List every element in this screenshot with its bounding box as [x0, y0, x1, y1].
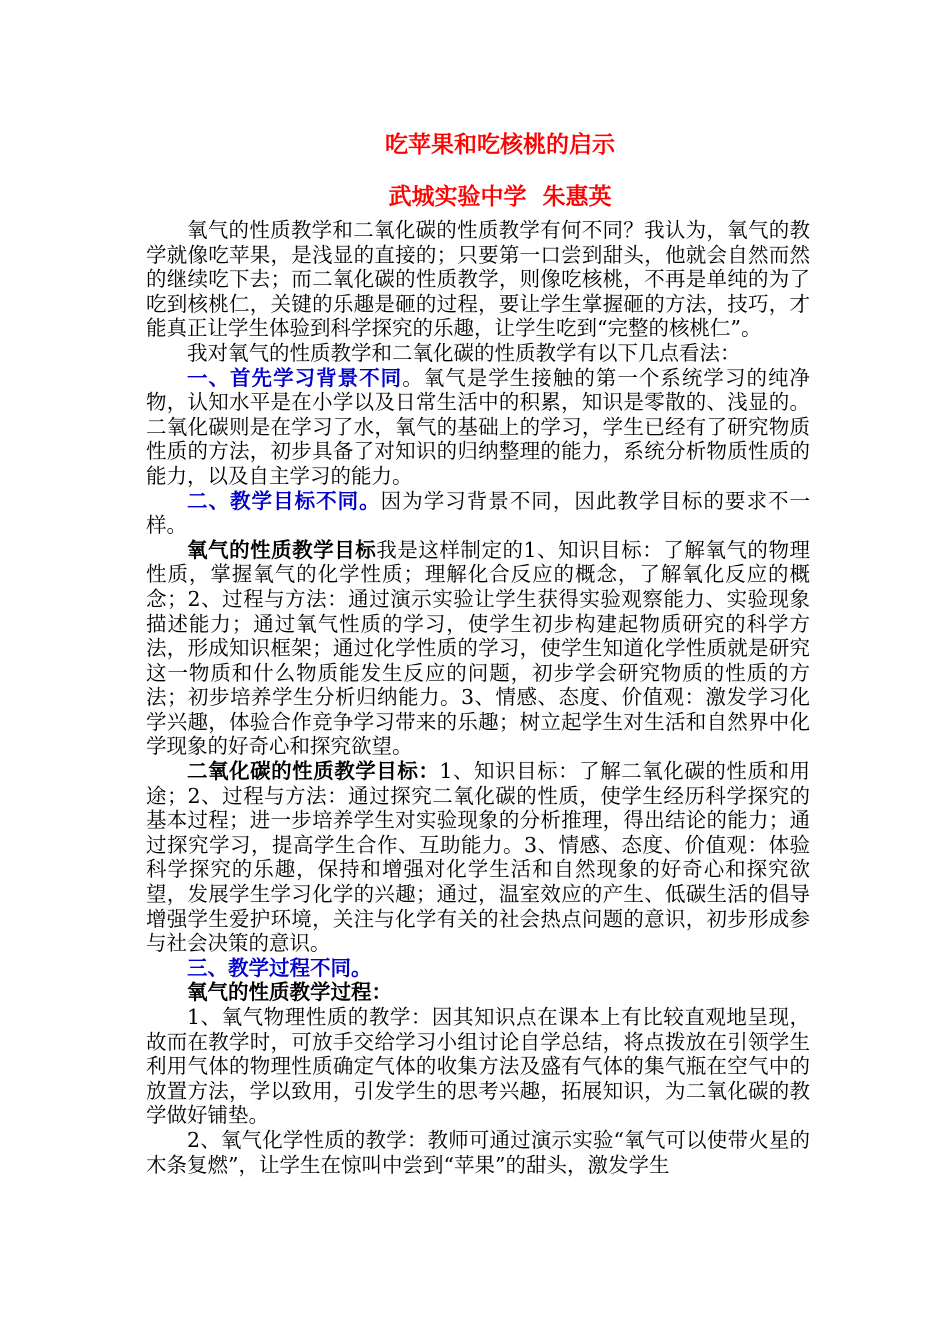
co2-objectives	[146, 759, 810, 956]
document-title: 吃苹果和吃核桃的启示	[385, 131, 615, 158]
section-heading-objectives: 二、教学目标不同。	[187, 488, 381, 513]
intro-paragraph: 氧气的性质教学和二氧化碳的性质教学有何不同？我认为，氧气的教学就像吃苹果，是浅显的直接的；只要第一口尝到甜头，他就会自然而然的继续吃下去；而二氧化碳的性质教学，则像吃核桃，不再是单纯的为了吃到核桃仁，关键的乐趣是砸的过程，要让学生掌握砸的方法，技巧，才能真正让学生体验到科学探究的乐趣，让学生吃到“完整的核桃仁”。	[146, 218, 810, 341]
section-text-background: 。氧气是学生接触的第一个系统学习的纯净物，认知水平是在小学以及日常生活中的积累，知识是零散的、浅显的。二氧化碳则是在学习了水，氧气的基础上的学习，学生已经有了研究物质性质的方法，初步具备了对知识的归纳整理的能力，系统分析物质性质的能力，以及自主学习的能力。	[146, 365, 811, 488]
oxygen-objectives-label: 氧气的性质教学目标	[187, 537, 377, 562]
co2-objectives-text: 1、知识目标：了解二氧化碳的性质和用途；2、过程与方法：通过探究二氧化碳的性质，使学生经历科学探究的基本过程；进一步培养学生对实验现象的分析推理，得出结论的能力；通过探究学习，提高学生合作、互助能力。3、情感、态度、价值观：体验科学探究的乐趣，保持和增强对化学生活和自然现象的好奇心和探究欲望，发展学生学习化学的兴趣；通过，温室效应的产生、低碳生活的倡导增强学生爱护环境，关注与化学有关的社会热点问题的意识，初步形成参与社会决策的意识。	[146, 759, 811, 956]
author-line: 武城实验中学 朱惠英	[388, 183, 612, 210]
co2-objectives-label: 二氧化碳的性质教学目标：	[187, 759, 440, 784]
section-heading-background: 一、首先学习背景不同	[187, 365, 403, 390]
section-objectives	[146, 489, 810, 538]
chemical-properties-paragraph: 2、氧气化学性质的教学：教师可通过演示实验“氧气可以使带火星的木条复燃”，让学生在惊叫中尝到“苹果”的甜头，激发学生	[146, 1127, 810, 1177]
oxygen-objectives	[146, 538, 810, 759]
document-page	[146, 130, 810, 1177]
section-text-objectives: 因为学习背景不同，因此教学目标的要求不一样。	[146, 488, 811, 538]
oxygen-objectives-text: 我是这样制定的1、知识目标：了解氧气的物理性质，掌握氧气的化学性质；理解化合反应的概念，了解氧化反应的概念；2、过程与方法：通过演示实验让学生获得实验观察能力、实验现象描述能力；通过氧气性质的学习，使学生初步构建起物质研究的科学方法，形成知识框架；通过化学性质的学习，使学生知道化学性质就是研究这一物质和什么物质能发生反应的问题，初步学会研究物质的性质的方法；初步培养学生分析归纳能力。3、情感、态度、价值观：激发学习化学兴趣，体验合作竞争学习带来的乐趣；树立起学生对生活和自然界中化学现象的好奇心和探究欲望。	[146, 537, 810, 759]
section-background	[146, 366, 810, 489]
section-heading-process: 三、教学过程不同。	[187, 955, 372, 980]
oxygen-process-label: 氧气的性质教学过程：	[187, 980, 392, 1005]
physical-properties-paragraph: 1、氧气物理性质的教学：因其知识点在课本上有比较直观地呈现，故而在教学时，可放手交给学习小组讨论自学总结，将点拨放在引领学生利用气体的物理性质确定气体的收集方法及盛有气体的集气瓶在空气中的放置方法，学以致用，引发学生的思考兴趣，拓展知识，为二氧化碳的教学做好铺垫。	[146, 1005, 810, 1128]
views-paragraph: 我对氧气的性质教学和二氧化碳的性质教学有以下几点看法：	[187, 340, 741, 365]
